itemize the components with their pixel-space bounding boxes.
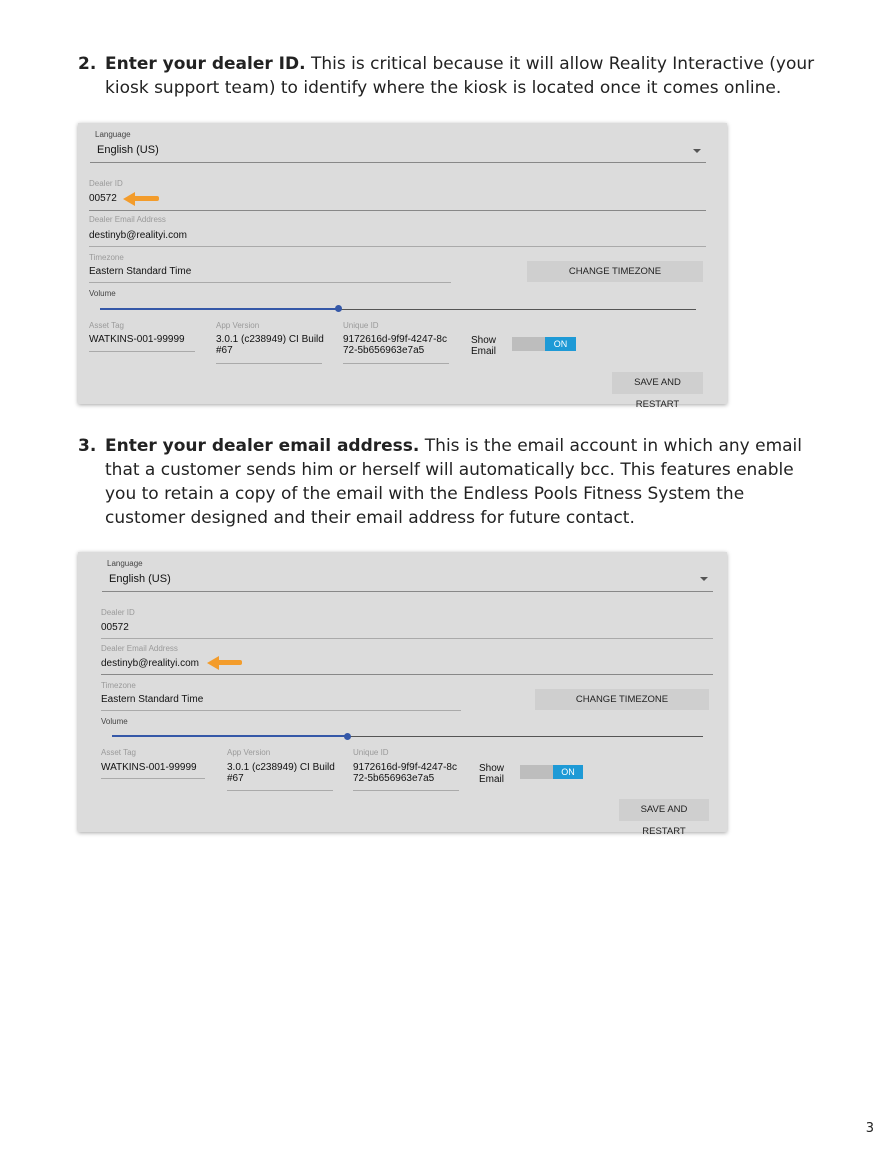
asset-tag-underline (89, 351, 195, 352)
dealer-id-underline (101, 638, 713, 639)
dealer-id-label: Dealer ID (101, 608, 135, 617)
asset-tag-label: Asset Tag (89, 321, 124, 330)
email-underline (89, 246, 706, 247)
step-number: 2. (78, 54, 97, 74)
step-lead: Enter your dealer ID. (105, 54, 306, 74)
timezone-underline (101, 710, 461, 711)
show-email-toggle[interactable]: ON (545, 337, 576, 351)
step-text (105, 434, 818, 530)
chevron-down-icon[interactable] (693, 149, 701, 153)
dealer-id-label: Dealer ID (89, 179, 123, 188)
page-number: 3 (865, 1121, 874, 1136)
app-version-underline (227, 790, 333, 791)
language-underline (102, 591, 713, 592)
unique-id-value: 9172616d-9f9f-4247-8c72-5b656963e7a5 (343, 334, 447, 356)
show-email-label: Show Email (471, 335, 497, 357)
dealer-id-input[interactable]: 00572 (101, 622, 129, 633)
app-version-label: App Version (216, 321, 260, 330)
volume-slider-handle[interactable] (344, 733, 351, 740)
step-2 (78, 52, 818, 100)
show-email-toggle[interactable]: ON (553, 765, 583, 779)
language-select[interactable]: English (US) (97, 144, 159, 156)
change-timezone-button[interactable]: CHANGE TIMEZONE (535, 689, 709, 710)
step-description: This is critical because it will allow Reality Interactive (your kiosk support team) to identify where the kiosk is located once it comes online. (105, 54, 815, 98)
show-email-toggle-track[interactable] (520, 765, 555, 779)
email-input[interactable]: destinyb@realityi.com (89, 230, 187, 241)
asset-tag-value: WATKINS-001-99999 (101, 762, 197, 773)
step-text (105, 52, 818, 100)
step-number: 3. (78, 436, 97, 456)
chevron-down-icon[interactable] (700, 577, 708, 581)
app-version-underline (216, 363, 322, 364)
settings-screenshot-2 (78, 552, 727, 837)
asset-tag-underline (101, 778, 205, 779)
arrow-shaft (134, 196, 159, 201)
change-timezone-button[interactable]: CHANGE TIMEZONE (527, 261, 703, 282)
volume-label: Volume (89, 289, 116, 298)
volume-slider-fill (100, 308, 338, 310)
email-input[interactable]: destinyb@realityi.com (101, 658, 199, 669)
volume-slider-handle[interactable] (335, 305, 342, 312)
show-email-label: Show Email (479, 763, 505, 785)
save-and-restart-button[interactable]: SAVE AND RESTART (619, 799, 709, 821)
email-label: Dealer Email Address (89, 215, 166, 224)
dealer-id-input[interactable]: 00572 (89, 193, 117, 204)
show-email-toggle-track[interactable] (512, 337, 547, 351)
step-lead: Enter your dealer email address. (105, 436, 420, 456)
email-underline (101, 674, 713, 675)
unique-id-value: 9172616d-9f9f-4247-8c72-5b656963e7a5 (353, 762, 457, 784)
timezone-value: Eastern Standard Time (101, 694, 204, 705)
settings-screenshot-1 (78, 123, 727, 410)
app-version-value: 3.0.1 (c238949) CI Build #67 (227, 762, 335, 784)
step-3 (78, 434, 818, 530)
asset-tag-value: WATKINS-001-99999 (89, 334, 185, 345)
unique-id-label: Unique ID (353, 748, 389, 757)
volume-label: Volume (101, 717, 128, 726)
language-label: Language (107, 559, 143, 568)
step-description: This is the email account in which any email that a customer sends him or herself will automatically bcc. This features enable you to retain a copy of the email with the Endless Pools Fitness System the customer designed and their email address for future contact. (105, 436, 803, 528)
timezone-underline (89, 282, 451, 283)
save-and-restart-button[interactable]: SAVE AND RESTART (612, 372, 703, 394)
unique-id-underline (353, 790, 459, 791)
app-version-label: App Version (227, 748, 271, 757)
timezone-value: Eastern Standard Time (89, 266, 192, 277)
unique-id-underline (343, 363, 449, 364)
language-underline (90, 162, 706, 163)
language-select[interactable]: English (US) (109, 573, 171, 585)
language-label: Language (95, 130, 131, 139)
email-label: Dealer Email Address (101, 644, 178, 653)
timezone-label: Timezone (89, 253, 124, 262)
asset-tag-label: Asset Tag (101, 748, 136, 757)
app-version-value: 3.0.1 (c238949) CI Build #67 (216, 334, 324, 356)
unique-id-label: Unique ID (343, 321, 379, 330)
timezone-label: Timezone (101, 681, 136, 690)
volume-slider-fill (112, 735, 346, 737)
arrow-shaft (218, 660, 242, 665)
dealer-id-underline (89, 210, 706, 211)
